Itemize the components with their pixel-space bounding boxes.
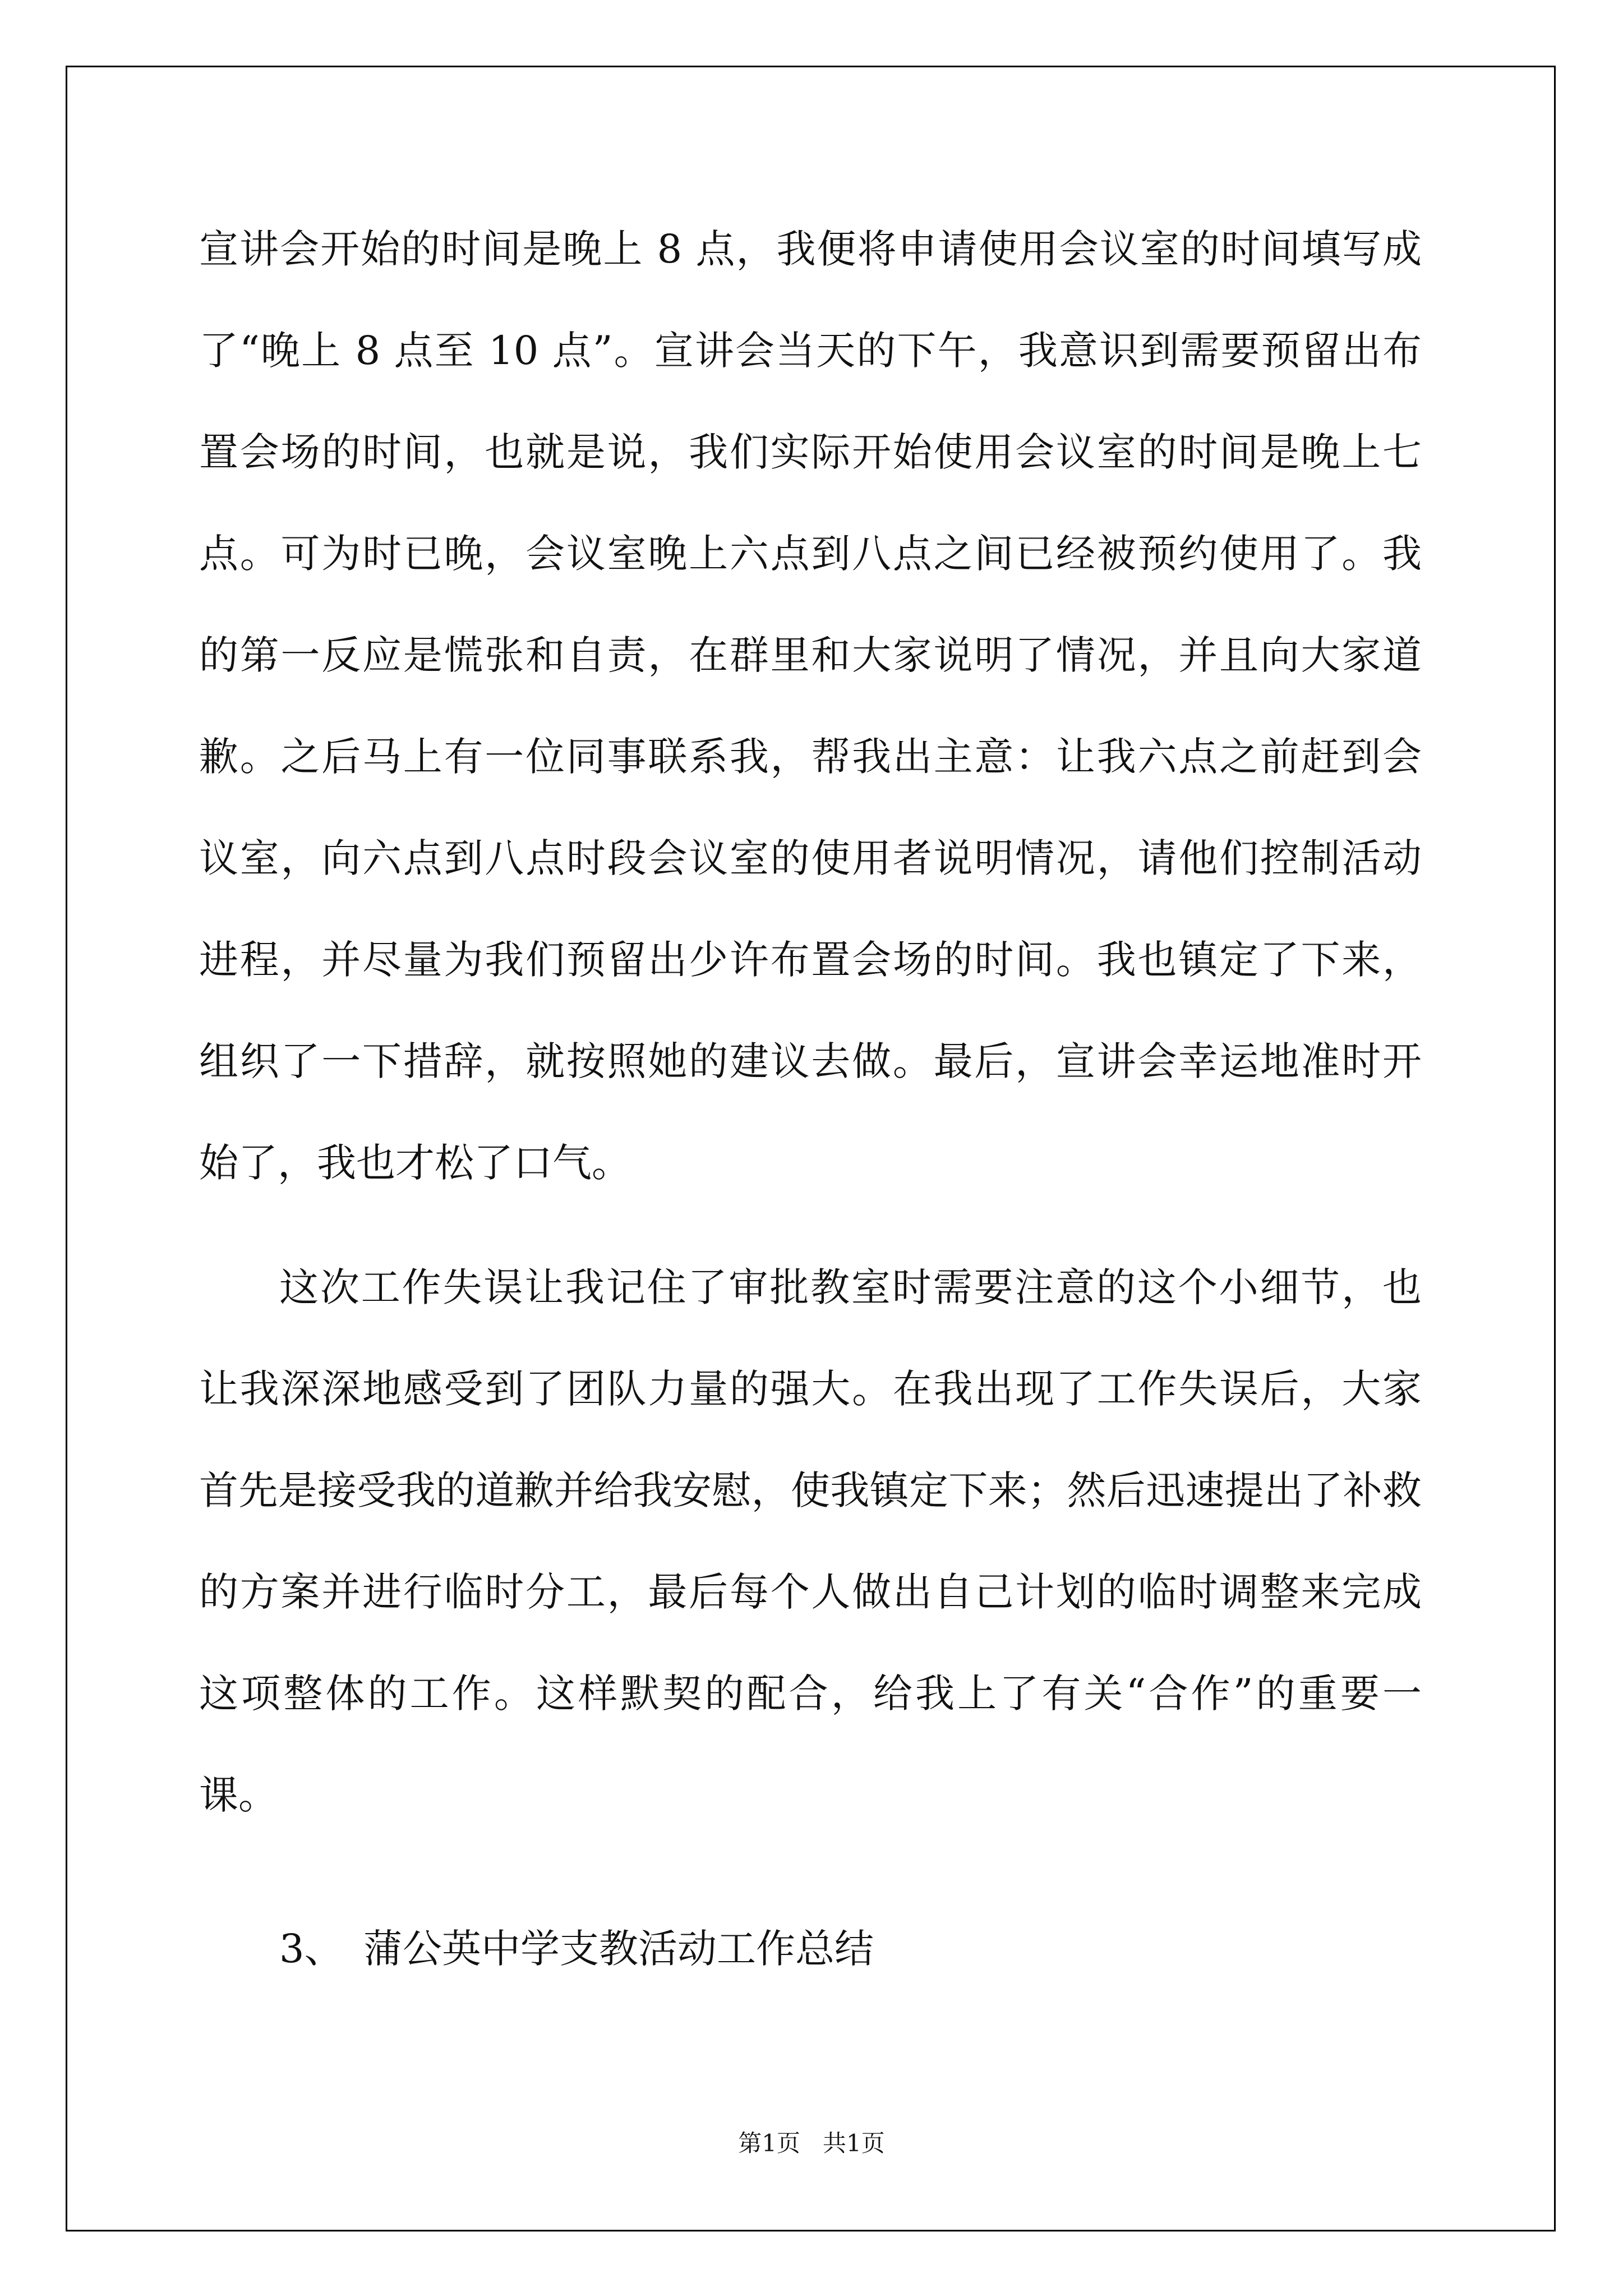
text-line-12: 让我深深地感受到了团队力量的强大。在我出现了工作失误后，大家	[199, 1366, 1422, 1412]
text-line-2: 了“晚上 8 点至 10 点”。宣讲会当天的下午，我意识到需要预留出布	[199, 328, 1422, 374]
text-line-14: 的方案并进行临时分工，最后每个人做出自己计划的临时调整来完成	[199, 1569, 1422, 1615]
section-heading-text: 蒲公英中学支教活动工作总结	[363, 1926, 874, 1972]
text-line-1: 宣讲会开始的时间是晚上 8 点，我便将申请使用会议室的时间填写成	[199, 226, 1422, 272]
text-line-13: 首先是接受我的道歉并给我安慰，使我镇定下来；然后迅速提出了补救	[199, 1467, 1422, 1513]
text-line-4: 点。可为时已晚，会议室晚上六点到八点之间已经被预约使用了。我	[199, 531, 1422, 577]
page-footer: 第1页 共1页	[738, 2129, 885, 2157]
text-line-15: 这项整体的工作。这样默契的配合，给我上了有关“合作”的重要一	[199, 1671, 1422, 1717]
text-line-8: 进程，并尽量为我们预留出少许布置会场的时间。我也镇定了下来，	[199, 937, 1422, 983]
text-line-7: 议室，向六点到八点时段会议室的使用者说明情况，请他们控制活动	[199, 835, 1422, 881]
text-line-16: 课。	[199, 1772, 278, 1818]
text-line-5: 的第一反应是慌张和自责，在群里和大家说明了情况，并且向大家道	[199, 632, 1422, 678]
text-line-9: 组织了一下措辞，就按照她的建议去做。最后，宣讲会幸运地准时开	[199, 1038, 1422, 1084]
text-line-11: 这次工作失误让我记住了审批教室时需要注意的这个小细节，也	[279, 1264, 1422, 1310]
section-heading-number: 3、	[279, 1926, 344, 1972]
text-line-6: 歉。之后马上有一位同事联系我，帮我出主意：让我六点之前赶到会	[199, 734, 1422, 780]
section-heading	[279, 1926, 874, 1971]
text-line-10: 始了，我也才松了口气。	[199, 1140, 631, 1186]
text-line-3: 置会场的时间，也就是说，我们实际开始使用会议室的时间是晚上七	[199, 429, 1422, 475]
